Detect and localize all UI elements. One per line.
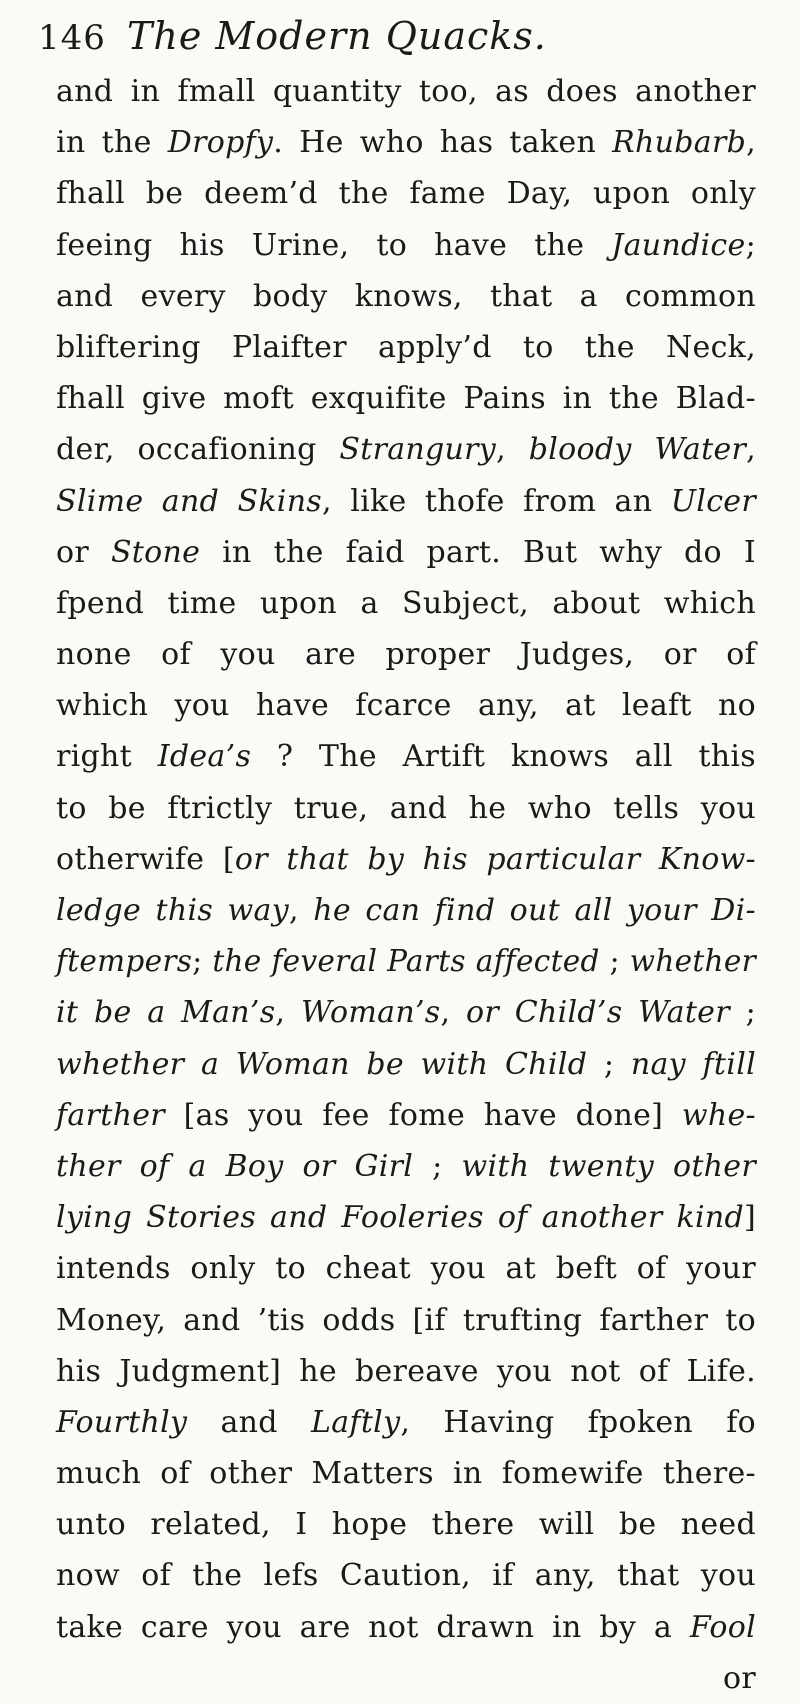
roman-text: ; (413, 1148, 462, 1184)
italic-text: Stone (110, 534, 201, 570)
italic-text: the feveral Parts affected (212, 944, 600, 979)
roman-text: fhall give moft exquifite Pains in the Blad- (56, 381, 756, 417)
italic-text: farther (56, 1097, 165, 1133)
roman-text: , (746, 125, 756, 161)
text-line (56, 1295, 756, 1346)
italic-text: Jaundice (611, 227, 746, 263)
text-line (56, 527, 756, 578)
italic-text: bloody Water (528, 432, 747, 468)
text-line (56, 373, 756, 424)
italic-text: Ulcer (670, 483, 756, 519)
text-line (56, 1039, 756, 1090)
roman-text: much of other Matters in fomewife there- (56, 1456, 756, 1492)
text-line (56, 1090, 756, 1141)
running-head (38, 14, 758, 74)
roman-text: ? The Artift knows all this (251, 739, 756, 775)
text-line (56, 1397, 756, 1448)
roman-text: or (722, 1660, 756, 1696)
text-line (56, 322, 756, 373)
italic-text: Woman’s (300, 995, 441, 1031)
text-line (56, 66, 756, 117)
text-line (56, 936, 756, 987)
italic-text: ftempers (56, 944, 193, 979)
roman-text: take care you are not drawn in by a (56, 1609, 690, 1645)
italic-text: lying Stories and Fooleries of another kind (56, 1200, 744, 1236)
italic-text: Dropfy (167, 125, 274, 161)
text-line (56, 783, 756, 834)
roman-text: ] (743, 1200, 756, 1236)
roman-text: , (288, 893, 314, 928)
text-line (56, 680, 756, 731)
text-line (56, 885, 756, 936)
roman-text: der, occafioning (56, 432, 340, 468)
italic-text: Fool (689, 1609, 756, 1645)
page-number: 146 (38, 18, 106, 58)
text-line (56, 834, 756, 885)
italic-text: Strangury (339, 432, 497, 468)
italic-text: whether (629, 944, 757, 979)
roman-text: which you have fcarce any, at leaft no (56, 688, 756, 724)
roman-text: fpend time upon a Subject, about which (56, 585, 756, 621)
roman-text: , (746, 432, 756, 468)
roman-text: . He who has taken (273, 125, 613, 161)
text-line (56, 271, 756, 322)
italic-text: he can find out all your Di- (313, 893, 756, 928)
roman-text: and every body knows, that a common (56, 278, 756, 314)
italic-text: or Child’s Water (466, 995, 730, 1031)
italic-text: or that by his particular Know- (234, 841, 756, 877)
roman-text: ; (745, 227, 756, 263)
roman-text: intends only to cheat you at beft of your (56, 1251, 756, 1287)
italic-text: Idea’s (157, 739, 252, 775)
roman-text: now of the lefs Caution, if any, that you (56, 1558, 756, 1594)
roman-text: , (440, 995, 467, 1031)
roman-text: in the (56, 125, 168, 161)
italic-text: ther of a Boy or Girl (56, 1148, 414, 1184)
text-line (56, 987, 756, 1038)
text-line (56, 1550, 756, 1601)
text-line (56, 476, 756, 527)
text-line (56, 629, 756, 680)
text-line (56, 1653, 756, 1704)
text-line (56, 731, 756, 782)
text-line (56, 1141, 756, 1192)
roman-text: fhall be deem’d the fame Day, upon only (56, 176, 756, 212)
text-line (56, 1243, 756, 1294)
roman-text: , (496, 432, 529, 468)
italic-text: nay ftill (630, 1046, 756, 1082)
text-line (56, 220, 756, 271)
roman-text: ; (192, 944, 213, 979)
italic-text: Rhubarb (612, 125, 747, 161)
running-title: The Modern Quacks. (127, 14, 547, 58)
roman-text: and in fmall quantity too, as does another (56, 74, 756, 109)
roman-text: [as you fee fome have done] (164, 1097, 682, 1133)
text-line (56, 1499, 756, 1550)
roman-text: otherwife [ (56, 841, 235, 877)
italic-text: it be a Man’s (56, 995, 276, 1031)
roman-text: ; (587, 1046, 631, 1082)
italic-text: Slime and Skins (56, 483, 323, 519)
text-line (56, 168, 756, 219)
roman-text: , Having fpoken fo (400, 1404, 756, 1440)
italic-text: Laftly (311, 1404, 401, 1440)
italic-text: with twenty other (461, 1148, 756, 1184)
text-line (56, 1192, 756, 1243)
roman-text: none of you are proper Judges, or of (56, 637, 756, 673)
roman-text: ; (729, 995, 756, 1031)
text-line (56, 117, 756, 168)
italic-text: ledge this way (56, 893, 289, 928)
italic-text: whether a Woman be with Child (56, 1046, 588, 1082)
text-line (56, 1602, 756, 1653)
italic-text: Fourthly (56, 1404, 188, 1440)
roman-text: Money, and ’tis odds [if trufting farther to (56, 1302, 756, 1338)
roman-text: , (275, 995, 301, 1031)
roman-text: unto related, I hope there will be need (56, 1507, 756, 1543)
roman-text: , like thofe from an (322, 483, 671, 519)
text-line (56, 578, 756, 629)
body-text (56, 66, 756, 1704)
roman-text: ; (599, 944, 630, 979)
roman-text: his Judgment] he bereave you not of Life. (56, 1353, 756, 1389)
roman-text: bliftering Plaifter apply’d to the Neck, (56, 329, 756, 365)
roman-text: or (56, 534, 111, 570)
text-line (56, 1448, 756, 1499)
roman-text: feeing his Urine, to have the (56, 227, 612, 263)
text-line (56, 424, 756, 475)
roman-text: and (187, 1404, 312, 1440)
italic-text: whe- (681, 1097, 756, 1133)
roman-text: to be ftrictly true, and he who tells you (56, 790, 756, 826)
roman-text: right (56, 739, 158, 775)
text-line (56, 1346, 756, 1397)
roman-text: in the faid part. But why do I (200, 534, 756, 570)
